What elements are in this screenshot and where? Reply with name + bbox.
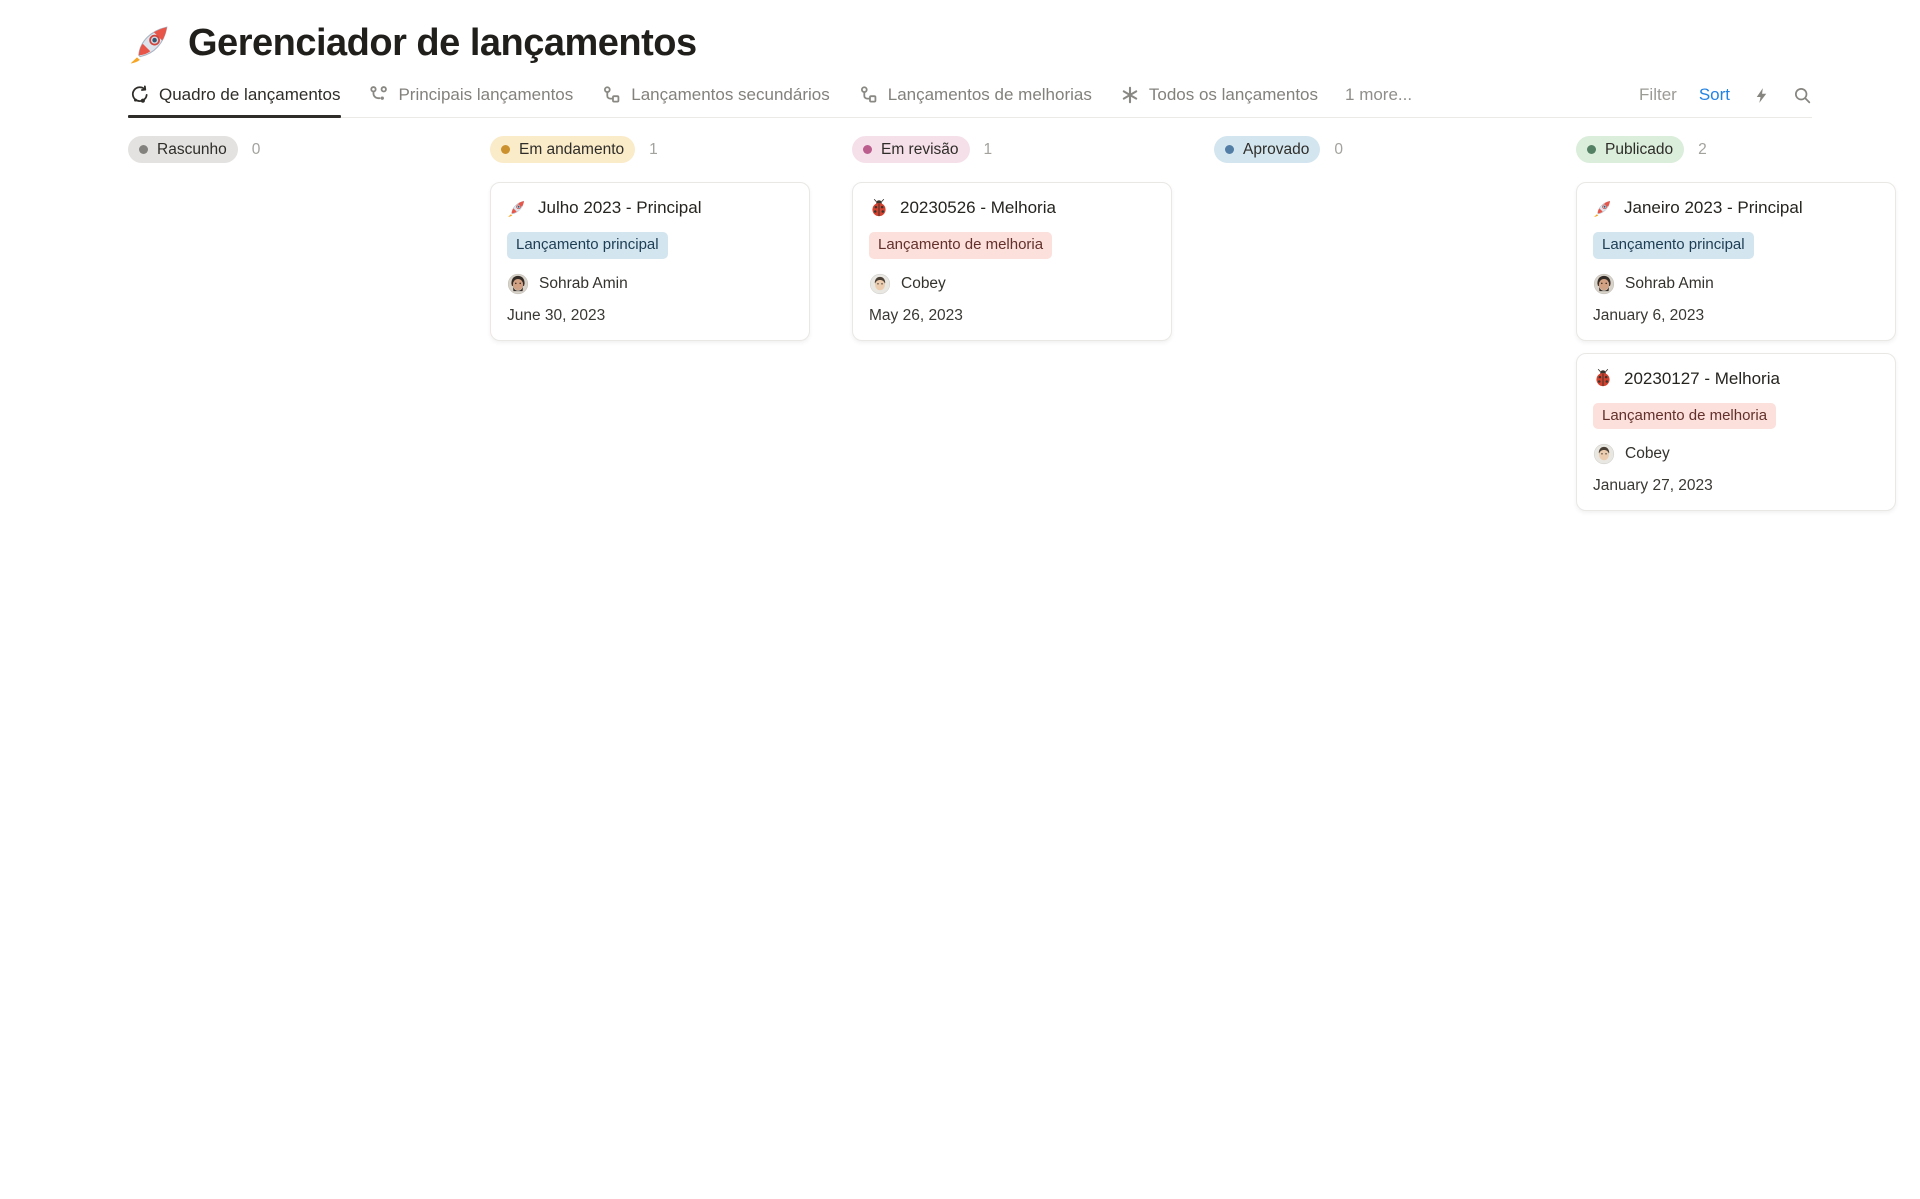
person-row: [1593, 273, 1879, 295]
person-row: [1593, 443, 1879, 465]
tag-lancamento-principal: Lançamento principal: [1593, 232, 1754, 258]
person-name: Cobey: [1625, 445, 1670, 462]
avatar: [1593, 443, 1615, 465]
card-janeiro-2023-principal[interactable]: [1576, 182, 1896, 341]
status-label: Em andamento: [519, 140, 625, 158]
search-icon[interactable]: [1793, 86, 1812, 105]
column-header: [128, 136, 448, 163]
column-count: 0: [251, 140, 261, 158]
filter-button[interactable]: Filter: [1639, 85, 1677, 104]
card-date: January 27, 2023: [1593, 477, 1713, 494]
tab-label: Lançamentos de melhorias: [887, 84, 1092, 104]
avatar: [507, 273, 529, 295]
column-header: [490, 136, 810, 163]
card-title-row: [1593, 368, 1879, 389]
status-pill-publicado[interactable]: [1576, 136, 1684, 163]
tab-lancamentos-secundarios[interactable]: [600, 80, 830, 118]
sub-item-icon: [601, 84, 622, 105]
person-name: Sohrab Amin: [1625, 274, 1714, 292]
tab-label: Todos os lançamentos: [1148, 85, 1319, 104]
asterisk-icon: [1120, 85, 1140, 105]
sub-item-icon: [858, 84, 879, 105]
tag-lancamento-principal: Lançamento principal: [507, 232, 668, 258]
ladybug-icon: [1593, 368, 1613, 388]
column-count: 2: [1698, 140, 1707, 158]
status-pill-rascunho[interactable]: [128, 136, 238, 163]
tag-lancamento-de-melhoria: Lançamento de melhoria: [869, 232, 1052, 258]
tab-quadro-de-lancamentos[interactable]: [128, 80, 341, 118]
status-label: Publicado: [1605, 140, 1674, 158]
person-name: Sohrab Amin: [539, 274, 628, 292]
column-em-revisao: [852, 136, 1172, 341]
tag-lancamento-de-melhoria: Lançamento de melhoria: [1593, 403, 1776, 429]
card-list: [1576, 182, 1896, 511]
column-aprovado: [1214, 136, 1534, 182]
board-cycle-icon: [129, 84, 150, 105]
person-row: [507, 273, 793, 295]
card-title: Julho 2023 - Principal: [538, 198, 702, 217]
card-date: May 26, 2023: [869, 306, 963, 324]
card-title-row: [507, 197, 793, 218]
column-header: [1576, 136, 1896, 163]
more-tabs-button[interactable]: 1 more...: [1345, 85, 1413, 104]
view-tab-bar: [128, 80, 1812, 118]
status-label: Em revisão: [881, 140, 959, 158]
card-title-row: [869, 197, 1155, 218]
view-tabs: [128, 80, 1412, 118]
tab-todos-os-lancamentos[interactable]: [1119, 81, 1319, 118]
tab-label: Quadro de lançamentos: [159, 84, 341, 104]
card-title: 20230526 - Melhoria: [900, 198, 1056, 217]
branch-icon: [368, 84, 389, 105]
person-name: Cobey: [901, 274, 946, 292]
status-dot: [501, 145, 510, 154]
column-count: 0: [1334, 140, 1343, 158]
card-julho-2023-principal[interactable]: [490, 182, 810, 341]
status-label: Aprovado: [1243, 140, 1310, 158]
status-pill-em-revisao[interactable]: [852, 136, 970, 163]
card-list: [490, 182, 810, 341]
lightning-bolt-icon[interactable]: [1752, 86, 1771, 105]
avatar: [1593, 273, 1615, 295]
avatar: [869, 273, 891, 295]
tab-label: Principais lançamentos: [398, 84, 574, 104]
page-header: [0, 0, 1920, 118]
tab-lancamentos-de-melhorias[interactable]: [857, 80, 1093, 118]
card-20230127-melhoria[interactable]: [1576, 353, 1896, 512]
rocket-emoji-icon: [128, 20, 174, 66]
status-dot: [139, 145, 148, 154]
tab-principais-lancamentos[interactable]: [367, 80, 574, 118]
card-title: Janeiro 2023 - Principal: [1624, 198, 1803, 217]
page-title: Gerenciador de lançamentos: [188, 21, 697, 64]
view-controls: [1639, 85, 1812, 118]
status-label: Rascunho: [157, 140, 227, 158]
card-title-row: [1593, 197, 1879, 218]
title-row: [128, 12, 1812, 74]
column-em-andamento: [490, 136, 810, 341]
ladybug-icon: [869, 198, 889, 218]
column-header: [852, 136, 1172, 163]
rocket-icon: [507, 198, 527, 218]
card-20230526-melhoria[interactable]: [852, 182, 1172, 341]
card-date: June 30, 2023: [507, 306, 606, 324]
rocket-icon: [1593, 198, 1613, 218]
status-dot: [863, 145, 872, 154]
card-list: [852, 182, 1172, 341]
card-title: 20230127 - Melhoria: [1624, 368, 1780, 388]
person-row: [869, 273, 1155, 295]
tab-label: Lançamentos secundários: [631, 84, 830, 104]
column-header: [1214, 136, 1534, 163]
kanban-board: [0, 118, 1920, 511]
status-dot: [1225, 145, 1234, 154]
status-pill-aprovado[interactable]: [1214, 136, 1320, 163]
sort-button[interactable]: Sort: [1698, 85, 1730, 104]
status-pill-em-andamento[interactable]: [490, 136, 635, 163]
card-date: January 6, 2023: [1593, 306, 1705, 324]
column-count: 1: [983, 140, 993, 158]
status-dot: [1587, 145, 1596, 154]
column-count: 1: [649, 140, 658, 158]
column-rascunho: [128, 136, 448, 182]
column-publicado: [1576, 136, 1896, 511]
